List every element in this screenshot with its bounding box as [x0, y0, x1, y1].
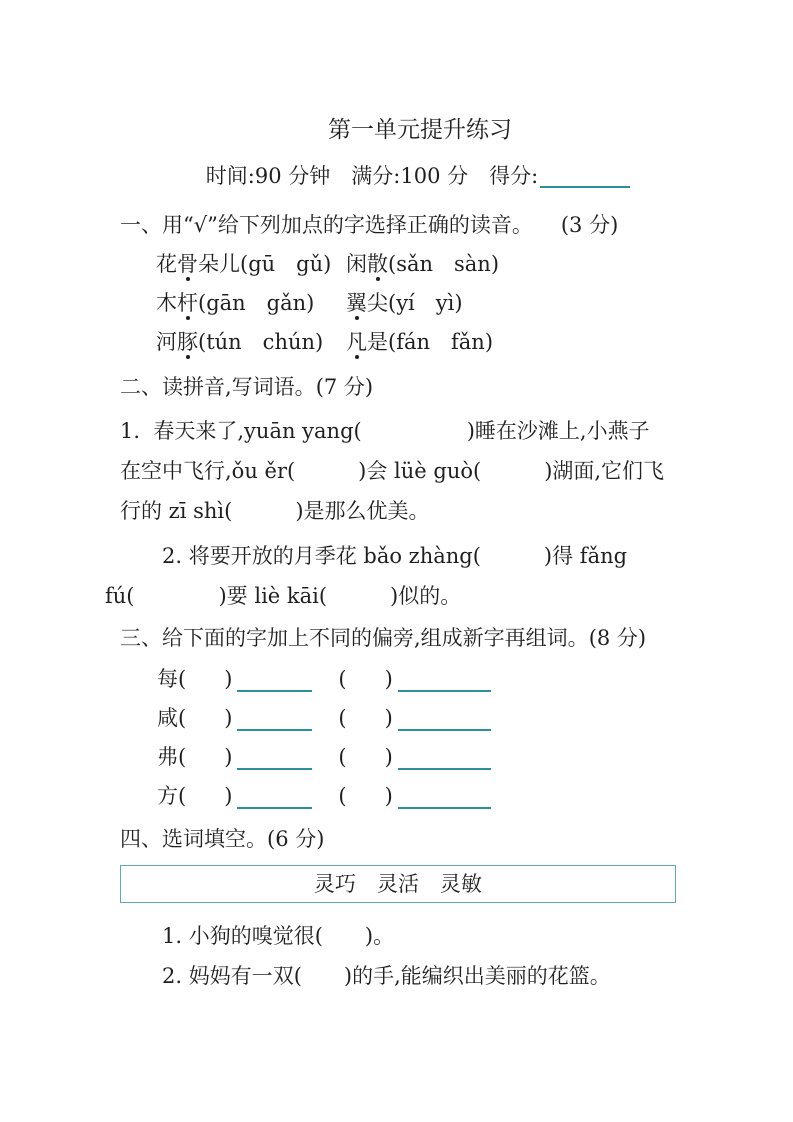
answer-underline: [237, 807, 312, 809]
section-one-score: (3 分): [560, 213, 619, 237]
word-part: 闲: [346, 252, 367, 276]
reading-item: [346, 251, 676, 278]
paren-open: (: [178, 784, 187, 808]
section-four-heading: [120, 826, 676, 853]
sentence-line: 2. 妈妈有一双( )的手,能编织出美丽的花篮。: [162, 964, 611, 988]
word-part: 朵儿: [198, 252, 240, 276]
paren-open: (: [178, 745, 187, 769]
pinyin-options: (yí yì): [388, 291, 463, 315]
meta-text: 时间:90 分钟 满分:100 分 得分:: [205, 164, 539, 188]
reading-item: [346, 329, 676, 356]
paren-open: (: [338, 667, 347, 691]
reading-item: [156, 251, 346, 278]
pinyin-options: (fán fǎn): [388, 330, 494, 354]
paren-open: (: [338, 784, 347, 808]
section-four-heading-text: 四、选词填空。: [120, 827, 267, 851]
char-compose-row: [120, 705, 676, 732]
base-char: 方: [157, 784, 178, 808]
exam-meta-line: [120, 163, 676, 190]
reading-item: [346, 290, 676, 317]
paren-close: ): [224, 745, 233, 769]
dotted-char: 散: [367, 252, 388, 276]
char-compose-row: [120, 666, 676, 693]
char-compose-row: [120, 744, 676, 771]
word-bank-box: [120, 865, 676, 903]
paren-close: ): [224, 784, 233, 808]
pinyin-options: (gān gǎn): [198, 291, 315, 315]
paren-open: (: [338, 706, 347, 730]
word-bank-options: 灵巧 灵活 灵敏: [314, 872, 482, 896]
paren-close: ): [224, 706, 233, 730]
base-char: 咸: [157, 706, 178, 730]
paren-close: ): [384, 784, 393, 808]
paren-open: (: [178, 706, 187, 730]
base-char: 弗: [157, 745, 178, 769]
paren-close: ): [384, 667, 393, 691]
paragraph-line: 1. 春天来了,yuān yang( )睡在沙滩上,小燕子: [120, 419, 650, 443]
section-two-heading: [120, 374, 676, 401]
reading-item: [156, 329, 346, 356]
answer-underline: [398, 690, 491, 692]
pinyin-choice-list: [120, 251, 676, 356]
pinyin-options: (gū gǔ): [240, 252, 332, 276]
paren-close: ): [224, 667, 233, 691]
dotted-char: 骨: [177, 252, 198, 276]
paren-close: ): [384, 706, 393, 730]
pinyin-choice-row: [120, 251, 676, 278]
score-blank-underline: [540, 186, 630, 188]
dotted-char: 翼: [346, 291, 367, 315]
page-content: [105, 115, 676, 990]
answer-underline: [398, 807, 491, 809]
answer-underline: [398, 768, 491, 770]
pinyin-options: (tún chún): [198, 330, 324, 354]
paren-close: ): [384, 745, 393, 769]
section-four-score: (6 分): [267, 827, 325, 851]
section-one-heading: [120, 212, 676, 239]
dotted-char: 凡: [346, 330, 367, 354]
answer-underline: [237, 690, 312, 692]
answer-underline: [237, 729, 312, 731]
paren-open: (: [178, 667, 187, 691]
word-part: 木: [156, 291, 177, 315]
section-two-score: (7 分): [315, 375, 374, 399]
paragraph-line: 行的 zī shì( )是那么优美。: [120, 499, 430, 523]
word-part: 河: [156, 330, 177, 354]
answer-underline: [237, 768, 312, 770]
pinyin-options: (sǎn sàn): [388, 252, 500, 276]
word-part: 尖: [367, 291, 388, 315]
page-title: 第一单元提升练习: [328, 117, 512, 143]
section-two-heading-text: 二、读拼音,写词语。: [120, 375, 316, 399]
reading-item: [156, 290, 346, 317]
paragraph-line: fú( )要 liè kāi( )似的。: [105, 584, 462, 608]
pinyin-choice-row: [120, 329, 676, 356]
dotted-char: 豚: [177, 330, 198, 354]
sentence-line: 1. 小狗的嗅觉很( )。: [162, 924, 395, 948]
section-three-heading-text: 三、给下面的字加上不同的偏旁,组成新字再组词。: [120, 626, 589, 650]
section-one-heading-text: 一、用“√”给下列加点的字选择正确的读音。: [120, 213, 533, 237]
char-compose-row: [120, 783, 676, 810]
base-char: 每: [157, 667, 178, 691]
paragraph-line: 在空中飞行,ǒu ěr( )会 lüè guò( )湖面,它们飞: [120, 459, 665, 483]
answer-underline: [398, 729, 491, 731]
paragraph-line: 2. 将要开放的月季花 bǎo zhàng( )得 fǎng: [162, 544, 628, 568]
pinyin-choice-row: [120, 290, 676, 317]
dotted-char: 杆: [177, 291, 198, 315]
word-part: 是: [367, 330, 388, 354]
word-part: 花: [156, 252, 177, 276]
section-three-heading: [120, 625, 676, 652]
section-three-score: (8 分): [588, 626, 647, 650]
paren-open: (: [338, 745, 347, 769]
